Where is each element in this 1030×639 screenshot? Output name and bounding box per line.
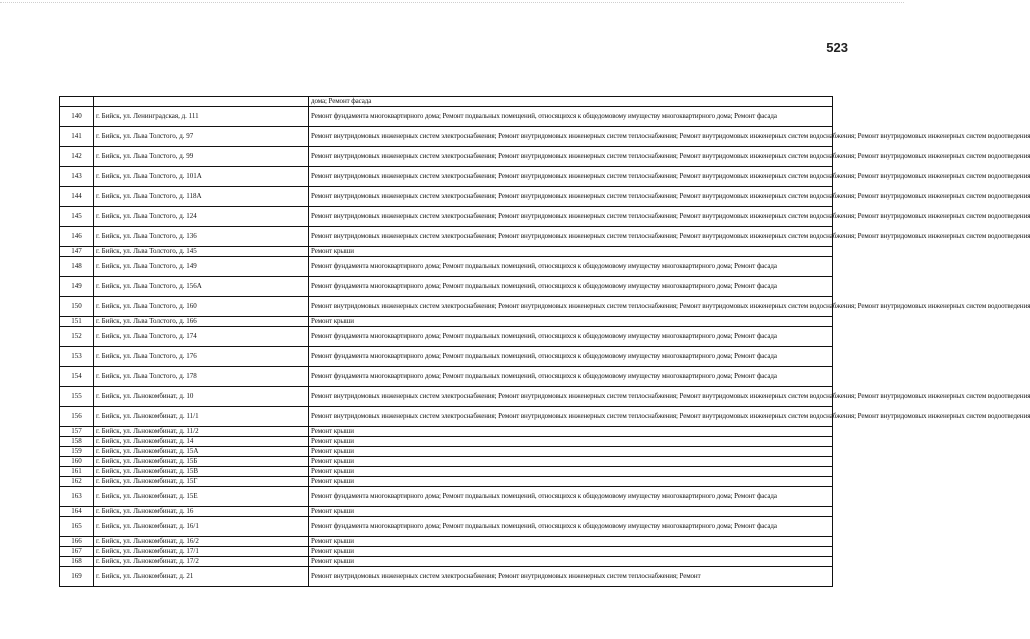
row-number: 156 bbox=[60, 407, 94, 427]
row-number: 162 bbox=[60, 477, 94, 487]
table-row bbox=[60, 207, 833, 227]
row-works: Ремонт внутридомовых инженерных систем электроснабжения; Ремонт внутридомовых инженерных систем теплоснабжения; Ремонт внутридомовых инженерных систем водоснабжения; Ремонт внутридомовых инженерных систем водоотведения bbox=[309, 207, 833, 227]
row-number bbox=[60, 97, 94, 107]
table-row bbox=[60, 297, 833, 317]
table-row bbox=[60, 97, 833, 107]
row-address: г. Бийск, ул. Льнокомбинат, д. 15Е bbox=[94, 487, 309, 507]
repair-registry-table bbox=[59, 96, 1030, 587]
table-row bbox=[60, 457, 833, 467]
row-works: Ремонт внутридомовых инженерных систем электроснабжения; Ремонт внутридомовых инженерных систем теплоснабжения; Ремонт bbox=[309, 567, 833, 587]
row-address: г. Бийск, ул. Льнокомбинат, д. 16/1 bbox=[94, 517, 309, 537]
row-number: 163 bbox=[60, 487, 94, 507]
row-works: Ремонт внутридомовых инженерных систем электроснабжения; Ремонт внутридомовых инженерных систем теплоснабжения; Ремонт внутридомовых инженерных систем водоснабжения; Ремонт внутридомовых инженерных систем водоотведения bbox=[309, 167, 833, 187]
row-address: г. Бийск, ул. Льнокомбинат, д. 11/2 bbox=[94, 427, 309, 437]
row-works: Ремонт внутридомовых инженерных систем электроснабжения; Ремонт внутридомовых инженерных систем теплоснабжения; Ремонт внутридомовых инженерных систем водоснабжения; Ремонт внутридомовых инженерных систем водоотведения bbox=[309, 407, 833, 427]
row-works: Ремонт крыши bbox=[309, 447, 833, 457]
row-address: г. Бийск, ул. Льва Толстого, д. 99 bbox=[94, 147, 309, 167]
row-address: г. Бийск, ул. Льнокомбинат, д. 16/2 bbox=[94, 537, 309, 547]
row-number: 166 bbox=[60, 537, 94, 547]
row-address: г. Бийск, ул. Льва Толстого, д. 118А bbox=[94, 187, 309, 207]
row-address: г. Бийск, ул. Льнокомбинат, д. 17/1 bbox=[94, 547, 309, 557]
row-works: Ремонт фундамента многоквартирного дома; Ремонт подвальных помещений, относящихся к общедомовому имуществу многоквартирного дома; Ремонт фасада bbox=[309, 257, 833, 277]
row-number: 155 bbox=[60, 387, 94, 407]
row-address: г. Бийск, ул. Льнокомбинат, д. 16 bbox=[94, 507, 309, 517]
table-row bbox=[60, 247, 833, 257]
table-row bbox=[60, 227, 833, 247]
row-address: г. Бийск, ул. Льва Толстого, д. 174 bbox=[94, 327, 309, 347]
row-works: Ремонт крыши bbox=[309, 247, 833, 257]
row-number: 145 bbox=[60, 207, 94, 227]
row-works: Ремонт внутридомовых инженерных систем электроснабжения; Ремонт внутридомовых инженерных систем теплоснабжения; Ремонт внутридомовых инженерных систем водоснабжения; Ремонт внутридомовых инженерных систем водоотведения bbox=[309, 297, 833, 317]
row-number: 167 bbox=[60, 547, 94, 557]
row-number: 152 bbox=[60, 327, 94, 347]
row-address: г. Бийск, ул. Льва Толстого, д. 145 bbox=[94, 247, 309, 257]
row-address: г. Бийск, ул. Льнокомбинат, д. 15Г bbox=[94, 477, 309, 487]
row-number: 160 bbox=[60, 457, 94, 467]
table-row bbox=[60, 517, 833, 537]
table-row bbox=[60, 407, 833, 427]
row-works: Ремонт крыши bbox=[309, 547, 833, 557]
row-works: Ремонт крыши bbox=[309, 437, 833, 447]
table-row bbox=[60, 477, 833, 487]
row-number: 147 bbox=[60, 247, 94, 257]
row-works: Ремонт фундамента многоквартирного дома; Ремонт подвальных помещений, относящихся к общедомовому имуществу многоквартирного дома; Ремонт фасада bbox=[309, 327, 833, 347]
table-row bbox=[60, 537, 833, 547]
row-works: Ремонт крыши bbox=[309, 507, 833, 517]
row-works: Ремонт внутридомовых инженерных систем электроснабжения; Ремонт внутридомовых инженерных систем теплоснабжения; Ремонт внутридомовых инженерных систем водоснабжения; Ремонт внутридомовых инженерных систем водоотведения bbox=[309, 127, 833, 147]
row-address: г. Бийск, ул. Льнокомбинат, д. 11/1 bbox=[94, 407, 309, 427]
row-number: 168 bbox=[60, 557, 94, 567]
row-works: Ремонт фундамента многоквартирного дома; Ремонт подвальных помещений, относящихся к общедомовому имуществу многоквартирного дома; Ремонт фасада bbox=[309, 367, 833, 387]
row-address: г. Бийск, ул. Льнокомбинат, д. 15Б bbox=[94, 457, 309, 467]
row-address: г. Бийск, ул. Льва Толстого, д. 178 bbox=[94, 367, 309, 387]
table-row bbox=[60, 317, 833, 327]
row-address: г. Бийск, ул. Льва Толстого, д. 160 bbox=[94, 297, 309, 317]
row-number: 169 bbox=[60, 567, 94, 587]
row-number: 142 bbox=[60, 147, 94, 167]
row-address: г. Бийск, ул. Ленинградская, д. 111 bbox=[94, 107, 309, 127]
table-row bbox=[60, 257, 833, 277]
row-works: Ремонт внутридомовых инженерных систем электроснабжения; Ремонт внутридомовых инженерных систем теплоснабжения; Ремонт внутридомовых инженерных систем водоснабжения; Ремонт внутридомовых инженерных систем водоотведения bbox=[309, 387, 833, 407]
row-address: г. Бийск, ул. Льва Толстого, д. 156А bbox=[94, 277, 309, 297]
row-number: 143 bbox=[60, 167, 94, 187]
table-row bbox=[60, 107, 833, 127]
row-address: г. Бийск, ул. Льва Толстого, д. 149 bbox=[94, 257, 309, 277]
table-row bbox=[60, 367, 833, 387]
row-works: Ремонт крыши bbox=[309, 477, 833, 487]
row-address: г. Бийск, ул. Льва Толстого, д. 124 bbox=[94, 207, 309, 227]
row-address bbox=[94, 97, 309, 107]
row-works: Ремонт крыши bbox=[309, 457, 833, 467]
row-number: 154 bbox=[60, 367, 94, 387]
table-row bbox=[60, 507, 833, 517]
row-works: Ремонт фундамента многоквартирного дома; Ремонт подвальных помещений, относящихся к общедомовому имуществу многоквартирного дома; Ремонт фасада bbox=[309, 277, 833, 297]
table-row bbox=[60, 427, 833, 437]
row-number: 161 bbox=[60, 467, 94, 477]
row-number: 157 bbox=[60, 427, 94, 437]
table-row bbox=[60, 387, 833, 407]
row-address: г. Бийск, ул. Льва Толстого, д. 101А bbox=[94, 167, 309, 187]
row-number: 141 bbox=[60, 127, 94, 147]
row-number: 150 bbox=[60, 297, 94, 317]
row-works: Ремонт фундамента многоквартирного дома; Ремонт подвальных помещений, относящихся к общедомовому имуществу многоквартирного дома; Ремонт фасада bbox=[309, 487, 833, 507]
row-number: 144 bbox=[60, 187, 94, 207]
table-row bbox=[60, 467, 833, 477]
row-works: Ремонт фундамента многоквартирного дома; Ремонт подвальных помещений, относящихся к общедомовому имуществу многоквартирного дома; Ремонт фасада bbox=[309, 107, 833, 127]
row-number: 164 bbox=[60, 507, 94, 517]
row-works: Ремонт крыши bbox=[309, 537, 833, 547]
row-address: г. Бийск, ул. Льва Толстого, д. 136 bbox=[94, 227, 309, 247]
table-row bbox=[60, 447, 833, 457]
row-number: 153 bbox=[60, 347, 94, 367]
row-number: 151 bbox=[60, 317, 94, 327]
registry-body bbox=[60, 97, 1030, 587]
row-works: Ремонт фундамента многоквартирного дома; Ремонт подвальных помещений, относящихся к общедомовому имуществу многоквартирного дома; Ремонт фасада bbox=[309, 347, 833, 367]
table-row bbox=[60, 547, 833, 557]
row-number: 158 bbox=[60, 437, 94, 447]
row-number: 159 bbox=[60, 447, 94, 457]
row-address: г. Бийск, ул. Льнокомбинат, д. 21 bbox=[94, 567, 309, 587]
row-address: г. Бийск, ул. Льнокомбинат, д. 14 bbox=[94, 437, 309, 447]
row-address: г. Бийск, ул. Льнокомбинат, д. 17/2 bbox=[94, 557, 309, 567]
table-row bbox=[60, 127, 833, 147]
row-works: Ремонт крыши bbox=[309, 317, 833, 327]
table-row bbox=[60, 567, 833, 587]
row-works: Ремонт крыши bbox=[309, 557, 833, 567]
row-number: 146 bbox=[60, 227, 94, 247]
row-works: Ремонт крыши bbox=[309, 427, 833, 437]
table-row bbox=[60, 147, 833, 167]
row-address: г. Бийск, ул. Льва Толстого, д. 176 bbox=[94, 347, 309, 367]
table-row bbox=[60, 277, 833, 297]
page-number: 523 bbox=[826, 40, 848, 55]
row-number: 140 bbox=[60, 107, 94, 127]
table-row bbox=[60, 327, 833, 347]
table-row bbox=[60, 167, 833, 187]
row-works: Ремонт крыши bbox=[309, 467, 833, 477]
table-row bbox=[60, 437, 833, 447]
row-number: 148 bbox=[60, 257, 94, 277]
table-row bbox=[60, 487, 833, 507]
row-address: г. Бийск, ул. Льнокомбинат, д. 15А bbox=[94, 447, 309, 457]
row-works: Ремонт внутридомовых инженерных систем электроснабжения; Ремонт внутридомовых инженерных систем теплоснабжения; Ремонт внутридомовых инженерных систем водоснабжения; Ремонт внутридомовых инженерных систем водоотведения bbox=[309, 227, 833, 247]
table-row bbox=[60, 187, 833, 207]
row-works: дома; Ремонт фасада bbox=[309, 97, 833, 107]
row-works: Ремонт внутридомовых инженерных систем электроснабжения; Ремонт внутридомовых инженерных систем теплоснабжения; Ремонт внутридомовых инженерных систем водоснабжения; Ремонт внутридомовых инженерных систем водоотведения bbox=[309, 147, 833, 167]
row-number: 149 bbox=[60, 277, 94, 297]
row-works: Ремонт фундамента многоквартирного дома; Ремонт подвальных помещений, относящихся к общедомовому имуществу многоквартирного дома; Ремонт фасада bbox=[309, 517, 833, 537]
row-works: Ремонт внутридомовых инженерных систем электроснабжения; Ремонт внутридомовых инженерных систем теплоснабжения; Ремонт внутридомовых инженерных систем водоснабжения; Ремонт внутридомовых инженерных систем водоотведения bbox=[309, 187, 833, 207]
table-row bbox=[60, 557, 833, 567]
row-address: г. Бийск, ул. Льнокомбинат, д. 15В bbox=[94, 467, 309, 477]
row-address: г. Бийск, ул. Льнокомбинат, д. 10 bbox=[94, 387, 309, 407]
row-number: 165 bbox=[60, 517, 94, 537]
scan-edge-line bbox=[0, 2, 904, 4]
row-address: г. Бийск, ул. Льва Толстого, д. 97 bbox=[94, 127, 309, 147]
row-address: г. Бийск, ул. Льва Толстого, д. 166 bbox=[94, 317, 309, 327]
table-row bbox=[60, 347, 833, 367]
